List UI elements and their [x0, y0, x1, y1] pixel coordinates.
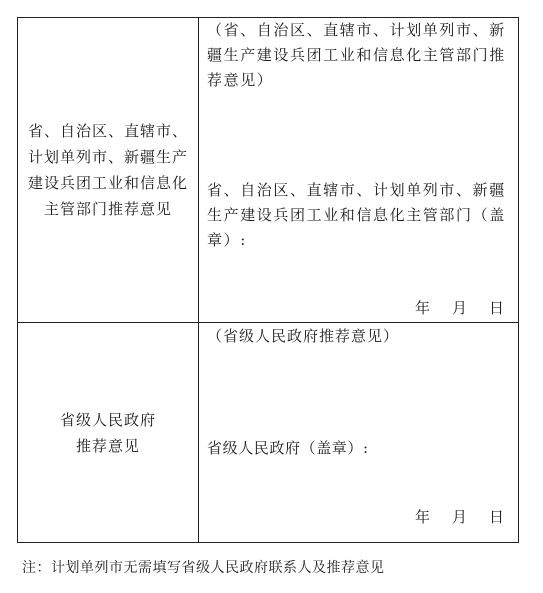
- recommendation-form-table: [17, 17, 519, 543]
- row-label-cell: [18, 323, 199, 543]
- row-label-cell: [18, 18, 199, 322]
- row-label-province: 省级人民政府推荐意见: [59, 411, 156, 455]
- table-row-ministry: [18, 18, 518, 323]
- date-day-label: 日: [488, 299, 504, 317]
- row-label-ministry: 省、自治区、直辖市、计划单列市、新疆生产建设兵团工业和信息化主管部门推荐意见: [28, 122, 189, 218]
- date-line-ministry: [415, 297, 504, 319]
- opinion-cell-ministry[interactable]: [199, 18, 518, 322]
- date-month-label: 月: [451, 299, 467, 317]
- date-year-label: 年: [414, 508, 430, 526]
- opinion-guide-province: （省级人民政府推荐意见）: [207, 327, 400, 345]
- seal-line-province: 省级人民政府（盖章）:: [207, 439, 369, 457]
- opinion-guide-ministry: （省、自治区、直辖市、计划单列市、新疆生产建设兵团工业和信息化主管部门推荐意见）: [207, 21, 506, 89]
- date-year-label: 年: [414, 299, 430, 317]
- date-day-label: 日: [488, 508, 504, 526]
- footnote: 注：计划单列市无需填写省级人民政府联系人及推荐意见: [22, 560, 385, 576]
- table-row-province: [18, 323, 518, 543]
- date-line-province: [415, 506, 504, 528]
- seal-line-ministry: 省、自治区、直辖市、计划单列市、新疆生产建设兵团工业和信息化主管部门（盖章）:: [207, 181, 506, 249]
- opinion-cell-province[interactable]: [199, 323, 518, 543]
- date-month-label: 月: [451, 508, 467, 526]
